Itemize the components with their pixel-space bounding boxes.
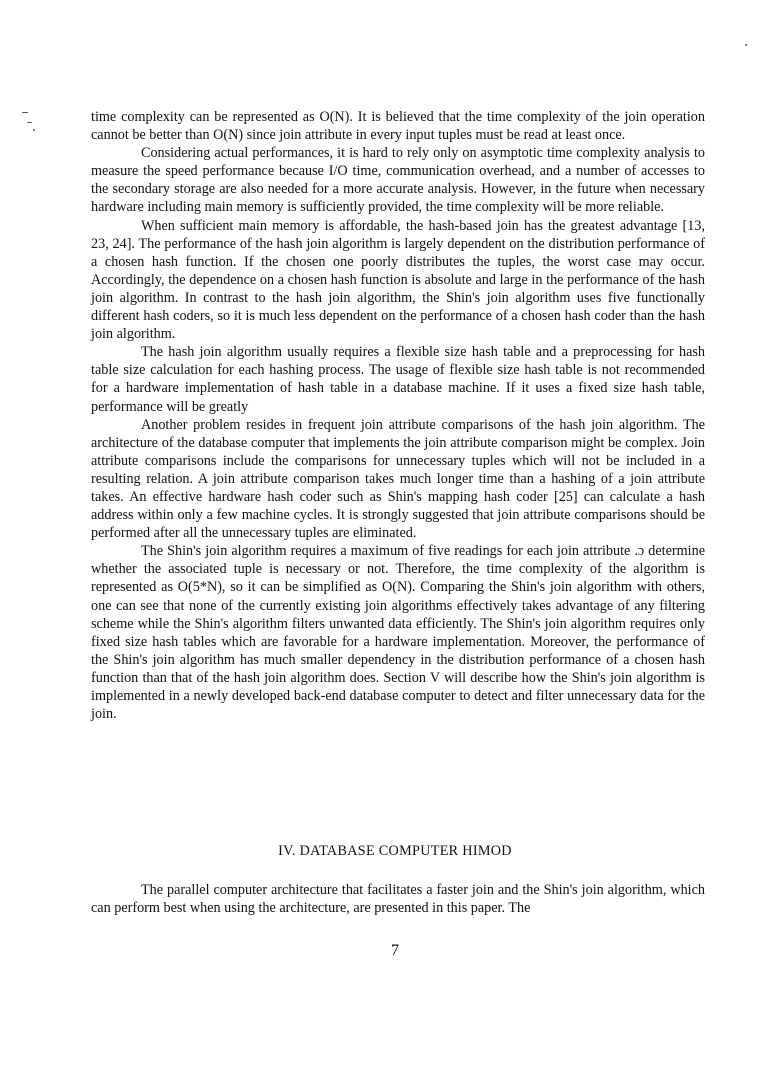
body-text-bottom — [91, 881, 705, 917]
page-number: 7 — [391, 942, 399, 959]
paragraph-hash-based-join: When sufficient main memory is affordable, the hash-based join has the greatest advantage [13, 23, 24]. The performance of the hash join algorithm is largely dependent on the distribution performance of a chosen hash function. If the chosen one poorly distributes the tuples, the worst case may occur. Accordingly, the dependence on a chosen hash function is absolute and large in the performance of the hash join algorithm. In contrast to the hash join algorithm, the Shin's join algorithm uses five functionally different hash coders, so it is much less dependent on the performance of a chosen hash coder than the hash join algorithm. — [91, 217, 705, 343]
scan-speck — [27, 122, 32, 123]
paragraph-flexible-hash-table: The hash join algorithm usually requires a flexible size hash table and a preprocessing for hash table size calculation for each hashing process. The usage of flexible size hash table is not recommended for a hardware implementation of hash table in a database machine. If it uses a fixed size hash table, performance will be greatly — [91, 344, 705, 415]
section-heading: IV. DATABASE COMPUTER HIMOD — [278, 843, 512, 859]
scan-speck — [33, 129, 35, 131]
paragraph-actual-performances: Considering actual performances, it is hard to rely only on asymptotic time complexity analysis to measure the speed performance because I/O time, communication overhead, and a number of accesses to the secondary storage are also needed for a more accurate analysis. However, in the future when necessary hardware including main memory is sufficiently provided, the time complexity will be more reliable. — [91, 145, 705, 216]
scan-speck — [745, 44, 747, 46]
paragraph-attribute-comparisons: Another problem resides in frequent join attribute comparisons of the hash join algorithm. The architecture of the database computer that implements the join attribute comparison might be complex. Join attribute comparisons include the comparisons for unnecessary tuples which will not be included in a resulting relation. A join attribute comparison takes much longer time than a hashing of a join attribute takes. An effective hardware hash coder such as Shin's mapping hash coder [25] can calculate a hash address within only a few machine cycles. It is strongly suggested that join attribute comparisons should be performed after all the unnecessary tuples are eliminated. — [91, 416, 705, 542]
paragraph-time-complexity: time complexity can be represented as O(N). It is believed that the time complexity of the join operation cannot be better than O(N) since join attribute in every input tuples must be read at least once. — [91, 109, 705, 144]
paragraph-shin-join-complexity: The Shin's join algorithm requires a maximum of five readings for each join attribute .ɔ determine whether the associated tuple is necessary or not. Therefore, the time complexity of the algorithm is represented as O(5*N), so it can be simplified as O(N). Comparing the Shin's join algorithm with others, one can see that none of the currently existing join algorithms effectively takes advantage of any filtering scheme while the Shin's algorithm filters unwanted data efficiently. The Shin's join algorithm requires only fixed size hash tables which are favorable for a hardware implementation. Moreover, the performance of the Shin's join algorithm has much smaller dependency in the distribution performance of a chosen hash function than that of the hash join algorithm does. Section V will describe how the Shin's join algorithm is implemented in a newly developed back-end database computer to detect and filter unnecessary data for the join. — [91, 543, 705, 723]
scan-speck — [22, 112, 28, 113]
body-text-top — [91, 108, 705, 723]
paragraph-parallel-architecture: The parallel computer architecture that facilitates a faster join and the Shin's join algorithm, which can perform best when using the architecture, are presented in this paper. The — [91, 882, 705, 917]
